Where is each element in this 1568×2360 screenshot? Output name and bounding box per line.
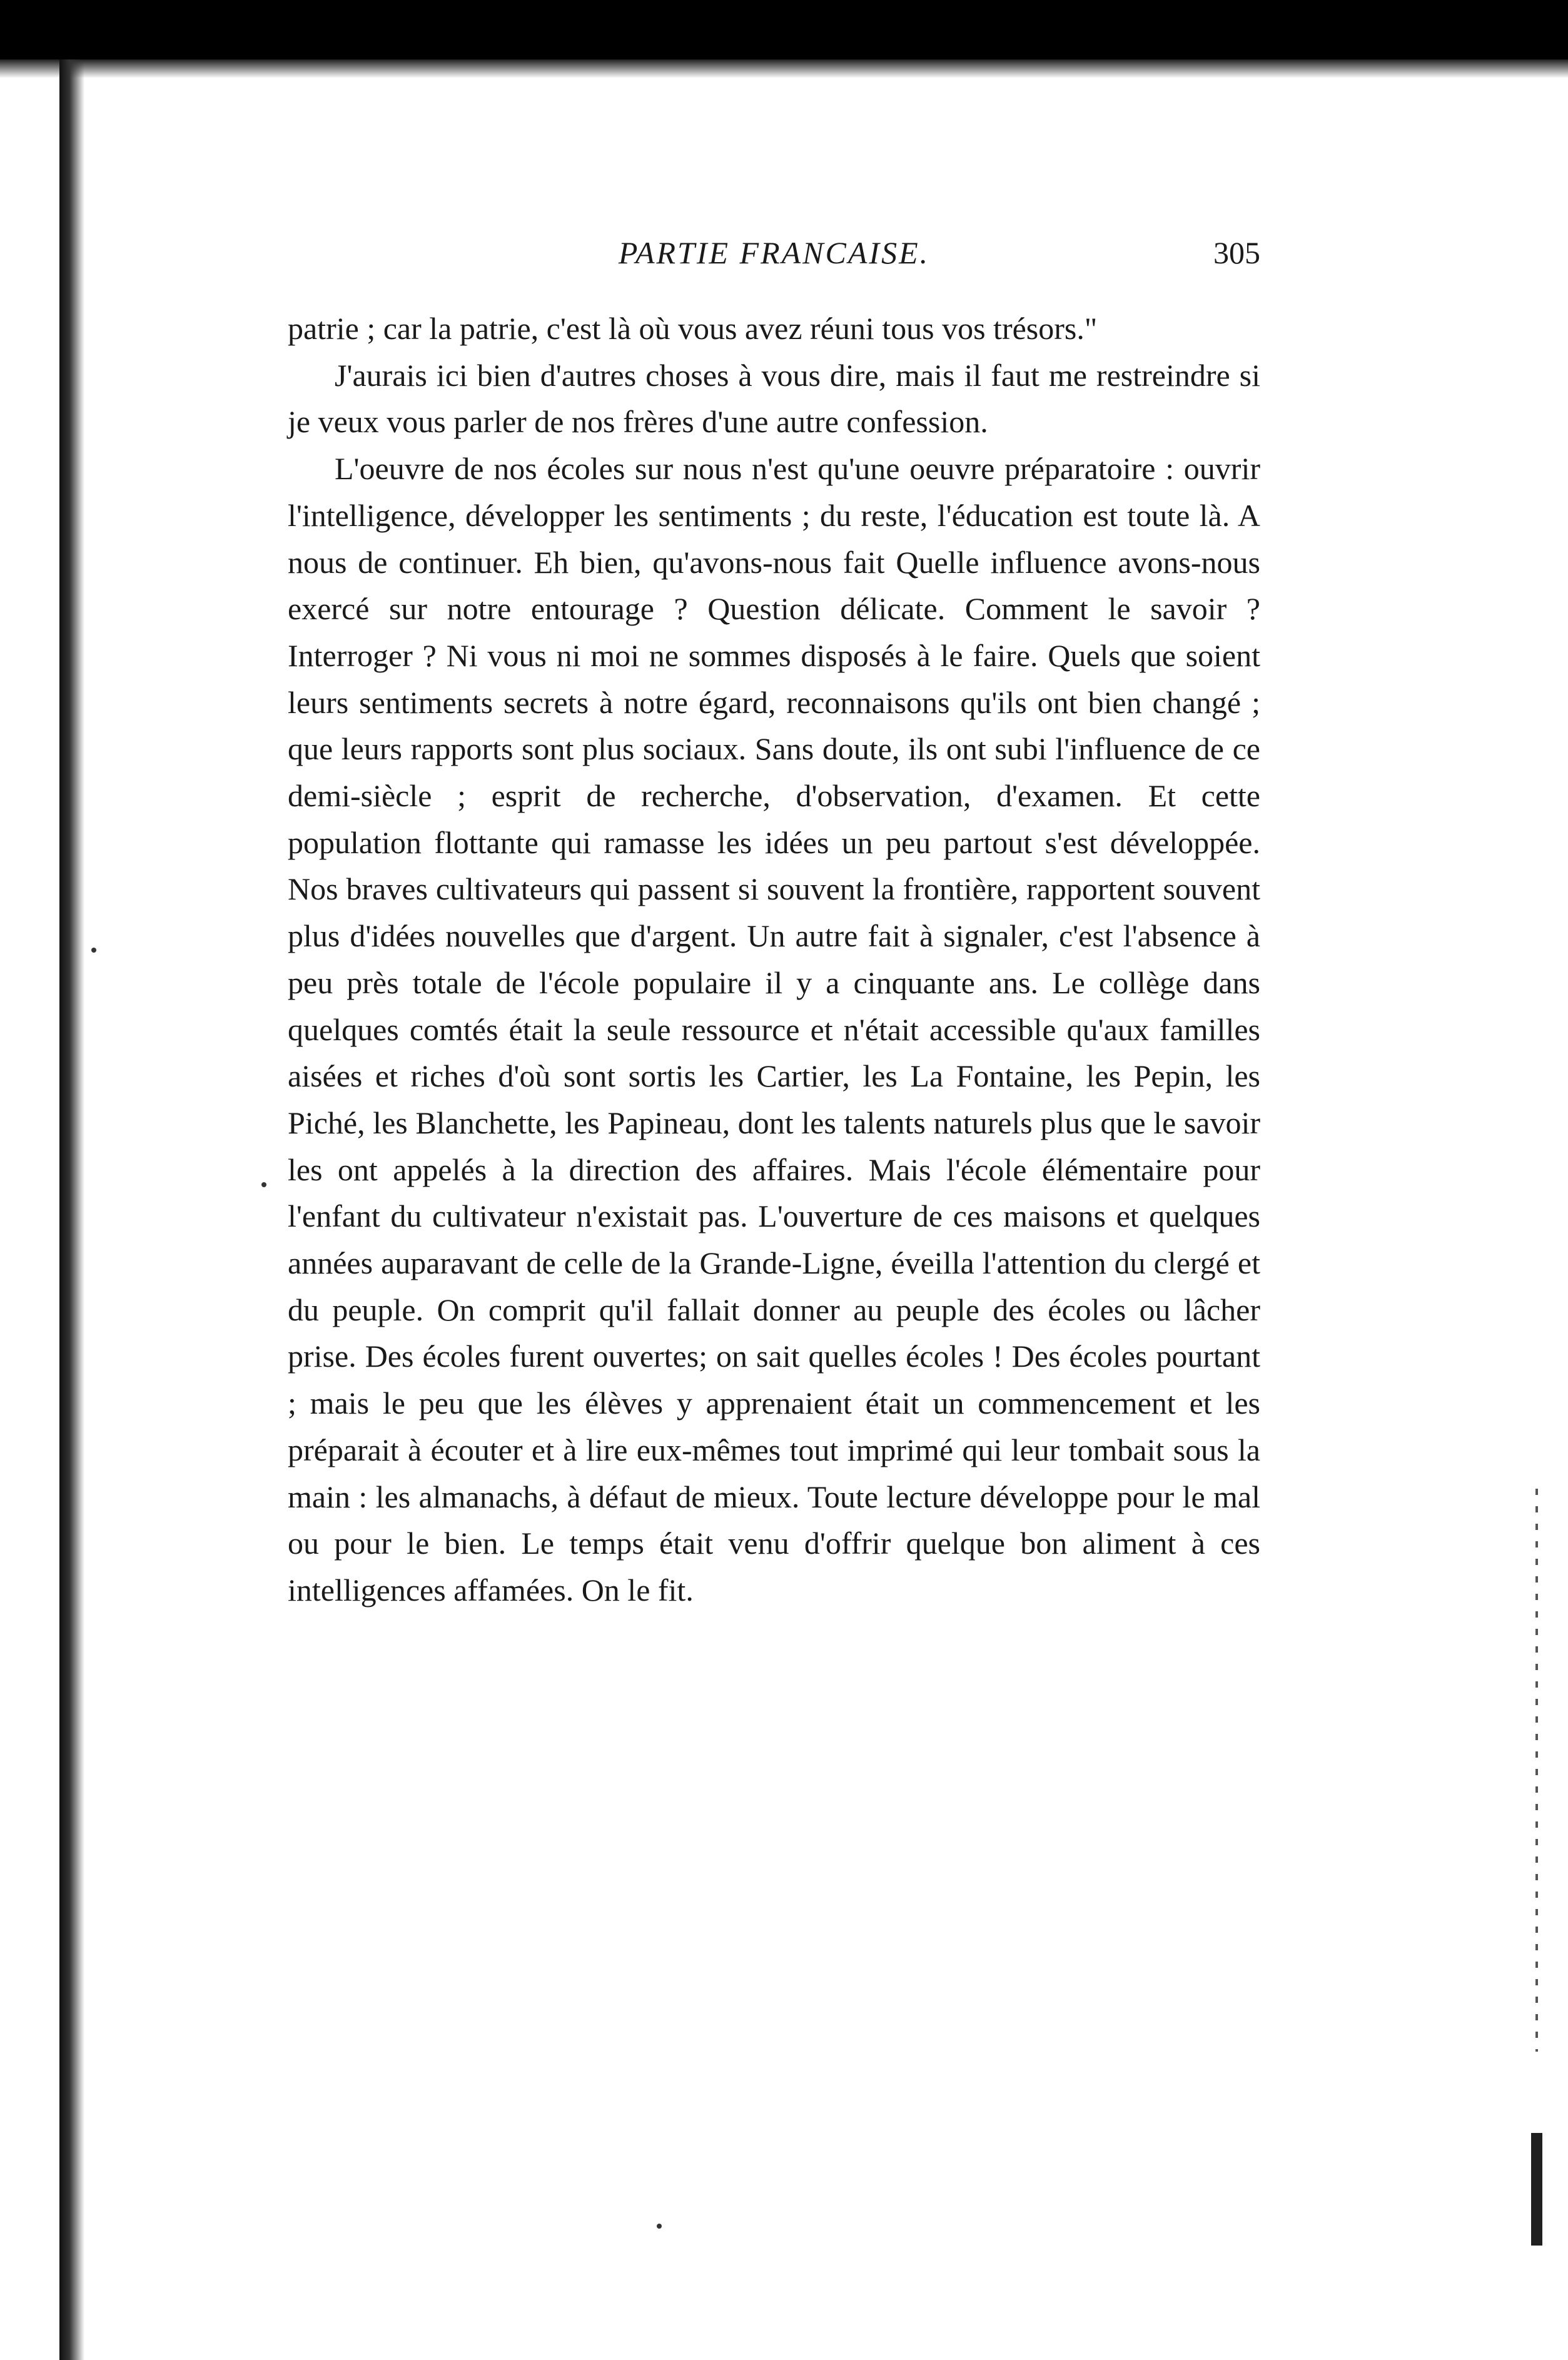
page-header [288,235,1260,278]
paragraph: J'aurais ici bien d'autres choses à vous dire, mais il faut me restreindre si je veux vous parler de nos frères d'une autre confession. [288,357,1260,440]
scan-top-shadow [0,59,1568,78]
scan-right-marks [1535,1489,1538,2052]
scan-speck [657,2224,662,2229]
body-text [288,305,1260,1614]
scan-right-smudge [1531,2133,1542,2246]
scan-speck [261,1182,266,1187]
paragraph: patrie ; car la patrie, c'est là où vous avez réuni tous vos trésors." [288,311,1098,346]
scan-speck [91,948,96,953]
scan-left-edge [59,59,84,2360]
page-number: 305 [1213,235,1260,270]
paragraph: L'oeuvre de nos écoles sur nous n'est qu'une oeuvre préparatoire : ouvrir l'intelligence, développer les sentiments ; du reste, l'éducation est toute là. A nous de continuer. Eh bien, qu'avons-nous fait Quelle influence avons-nous exercé sur notre entourage ? Question délicate. Comment le savoir ? Interroger ? Ni vous ni moi ne sommes disposés à le faire. Quels que soient leurs sentiments secrets à notre égard, reconnaisons qu'ils ont bien changé ; que leurs rapports sont plus sociaux. Sans doute, ils ont subi l'influence de ce demi-siècle ; esprit de recherche, d'observation, d'examen. Et cette population flottante qui ramasse les idées un peu partout s'est développée. Nos braves cultivateurs qui passent si souvent la frontière, rapportent souvent plus d'idées nouvelles que d'argent. Un autre fait à signaler, c'est l'absence à peu près totale de l'école populaire il y a cinquante ans. Le collège dans quelques comtés était la seule ressource et n'était accessible qu'aux familles aisées et riches d'où sont sortis les Cartier, les La Fontaine, les Pepin, les Piché, les Blanchette, les Papineau, dont les talents naturels plus que le savoir les ont appelés à la direction des affaires. Mais l'école élémentaire pour l'enfant du cultivateur n'existait pas. L'ouverture de ces maisons et quelques années auparavant de celle de la Grande-Ligne, éveilla l'attention du clergé et du peuple. On comprit qu'il fallait donner au peuple des écoles ou lâcher prise. Des écoles furent ouvertes; on sait quelles écoles ! Des écoles pourtant ; mais le peu que les élèves y apprenaient était un commencement et les préparait à écouter et à lire eux-mêmes tout imprimé qui leur tombait sous la main : les almanachs, à défaut de mieux. Toute lecture développe pour le mal ou pour le bien. Le temps était venu d'offrir quelque bon aliment à ces intelligences affamées. On le fit. [288,451,1260,1608]
scan-top-edge [0,0,1568,59]
running-title: PARTIE FRANCAISE. [618,235,930,270]
